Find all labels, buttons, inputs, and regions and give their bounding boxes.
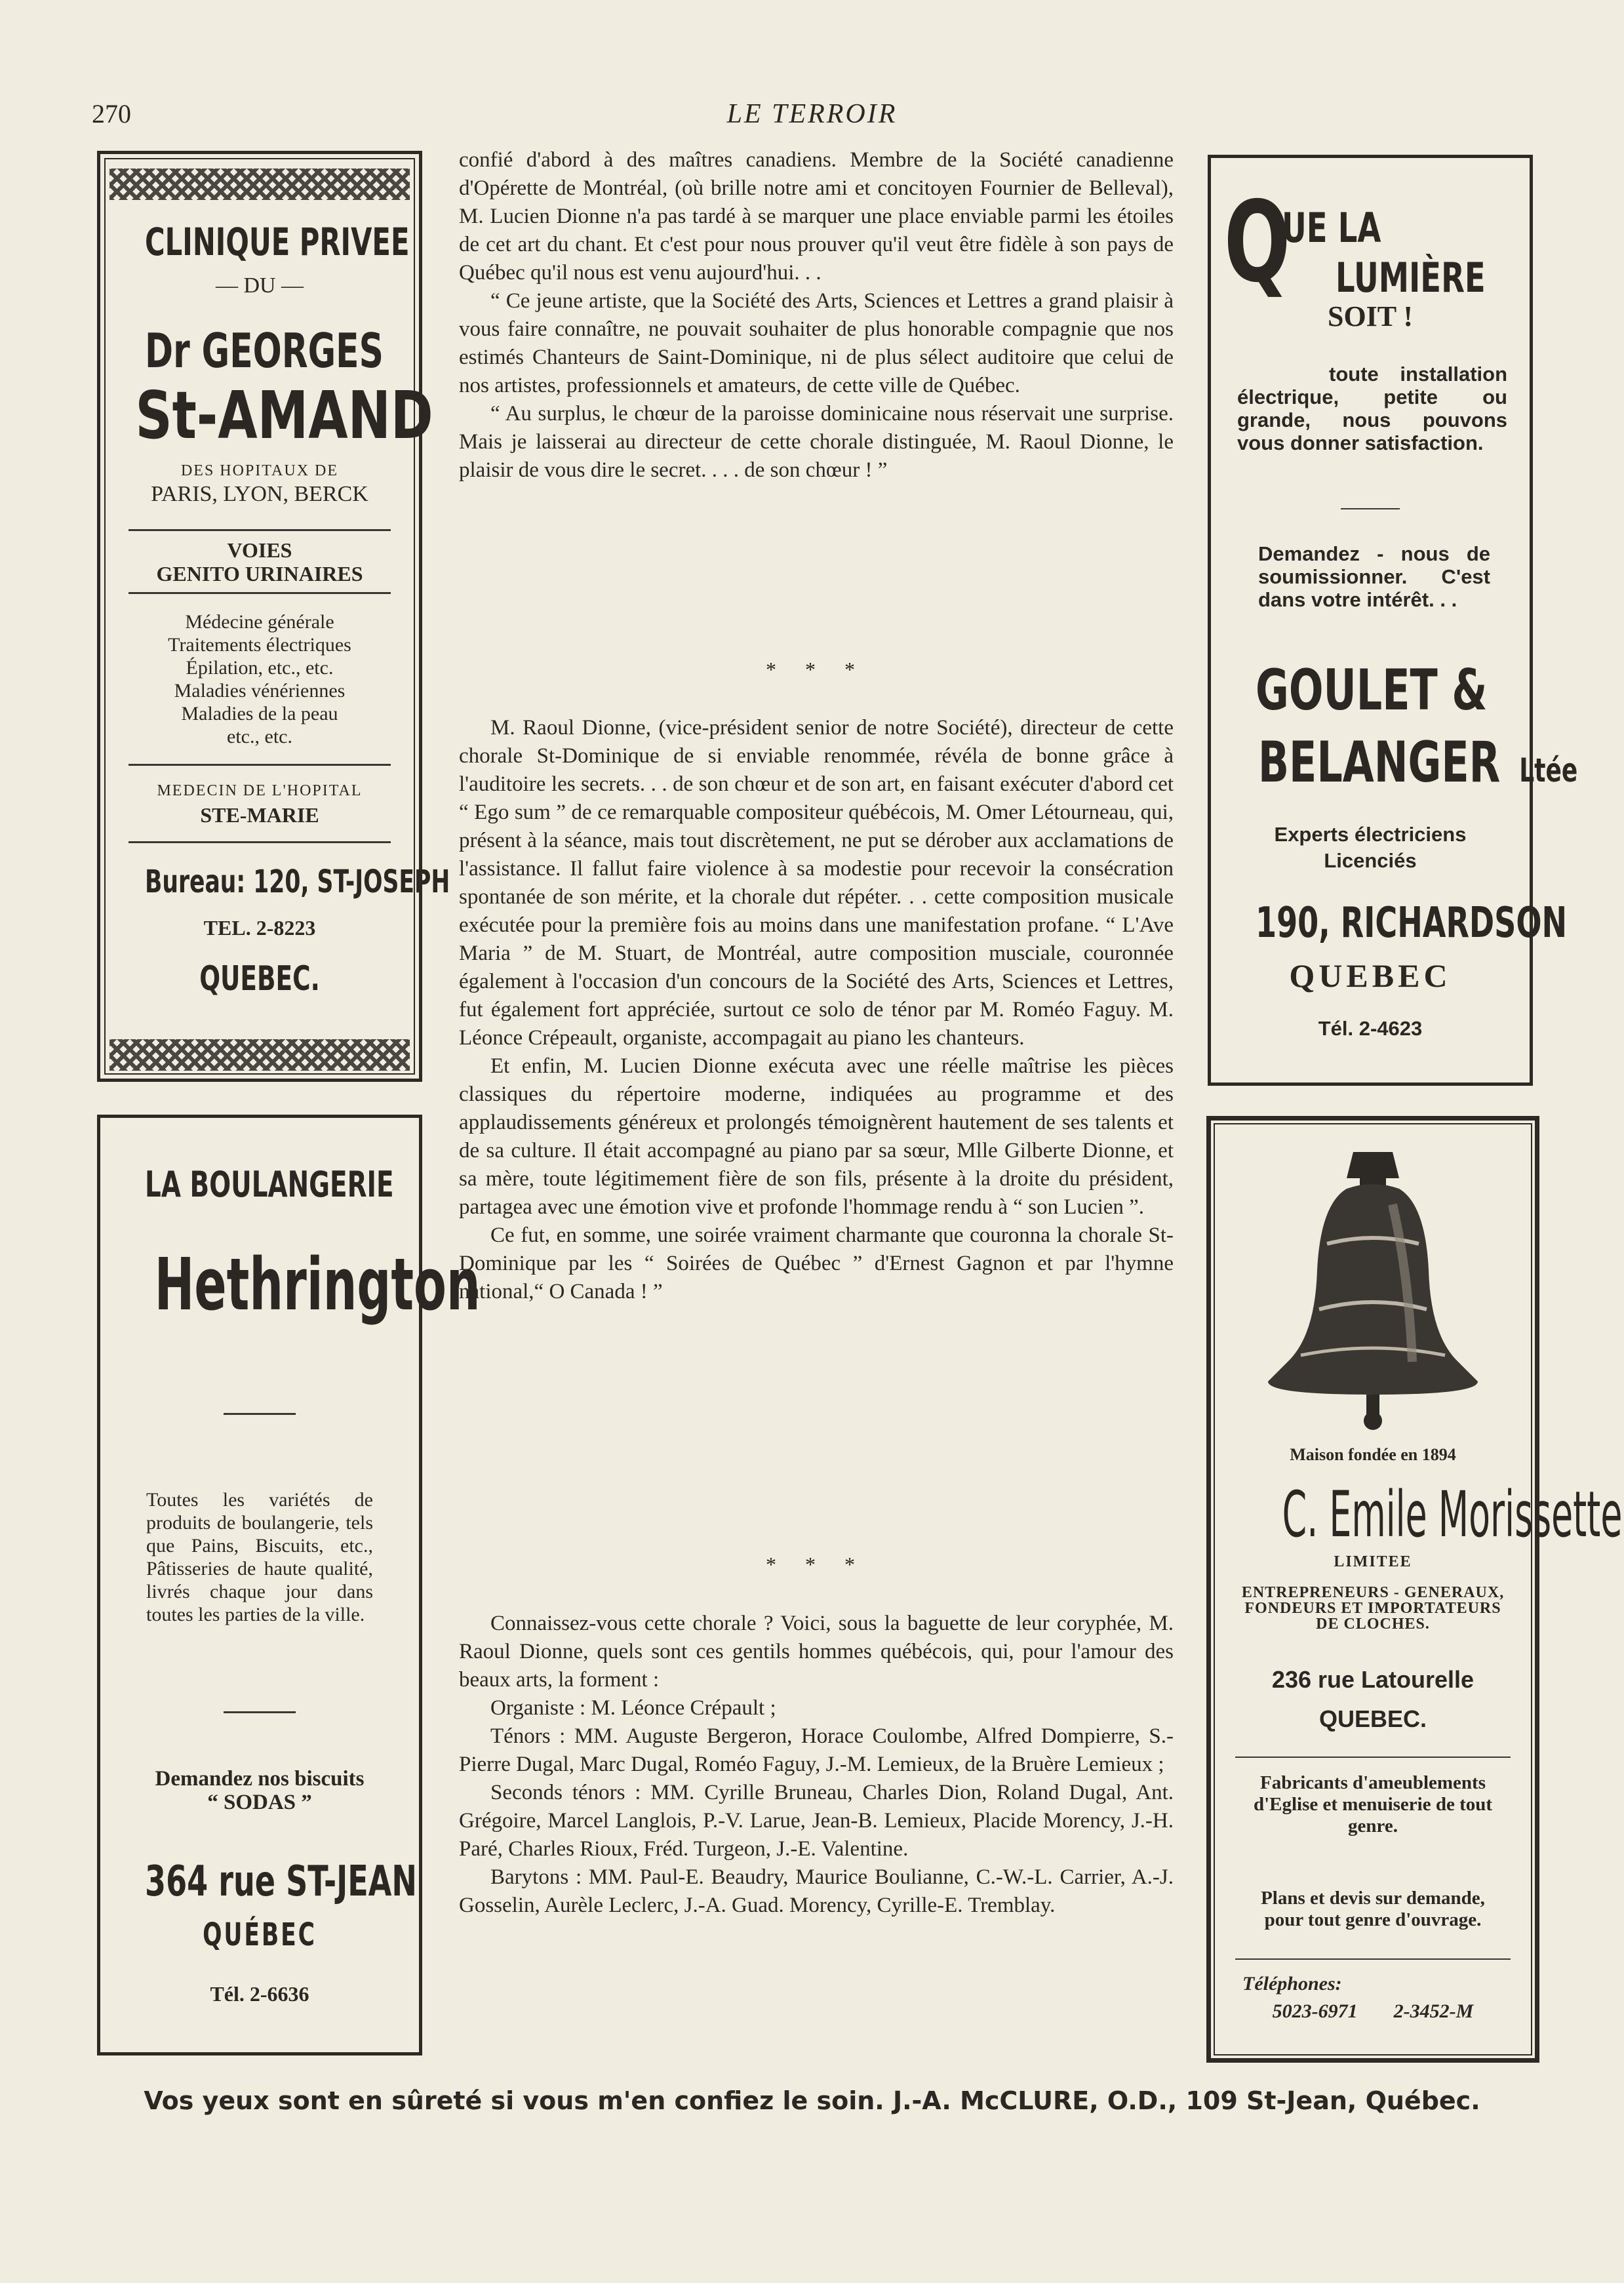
ad-goulet-belanger xyxy=(1208,155,1578,1086)
article-paragraph: “ Au surplus, le chœur de la paroisse dominicaine nous réservait une surprise. Mais je laisserai au directeur de cette chorale distinguée, M. Raoul Dionne, le plaisir de vous dire le secret. . . . de son chœur ! ” xyxy=(459,402,1174,482)
clinique-bureau: Bureau: 120, ST-JOSEPH xyxy=(145,864,450,900)
specialty-line1: VOIES xyxy=(227,538,292,562)
boulangerie-tel: Tél. 2-6636 xyxy=(210,1982,309,2006)
goulet-tagline1: Experts électriciens xyxy=(1274,823,1467,846)
goulet-address: 190, RICHARDSON xyxy=(1256,899,1568,947)
headline-line2: LUMIÈRE xyxy=(1336,254,1486,302)
hospitals-label: DES HOPITAUX DE xyxy=(180,462,339,479)
running-title: LE TERROIR xyxy=(726,99,898,129)
ad-boulangerie-hethrington xyxy=(97,1115,481,2055)
divider xyxy=(224,1413,296,1415)
divider xyxy=(224,1711,296,1713)
goulet-body: toute installation électrique, petite ou grande, nous pouvons vous donner satisfaction. xyxy=(1237,363,1507,454)
boulangerie-address: 364 rue ST-JEAN xyxy=(145,1857,417,1906)
boulangerie-cta-line2: “ SODAS ” xyxy=(207,1791,312,1814)
clinique-tel: TEL. 2-8223 xyxy=(203,916,316,940)
divider xyxy=(129,841,391,843)
divider xyxy=(129,529,391,531)
service-item: Maladies de la peau xyxy=(181,703,338,725)
section-separator: * * * xyxy=(766,658,867,681)
morissette-phones-label: Téléphones: xyxy=(1242,1973,1342,1995)
boulangerie-name: Hethrington xyxy=(154,1242,481,1326)
article-part-1 xyxy=(459,146,1174,485)
article-paragraph: Connaissez-vous cette chorale ? Voici, sous la baguette de leur coryphée, M. Raoul Dionne, quels sont ces gentils hommes québécois, qui, pour l'amour des beaux arts, la forment : xyxy=(459,1612,1174,1692)
morissette-address: 236 rue Latourelle xyxy=(1271,1666,1475,1693)
morissette-limitee: LIMITEE xyxy=(1334,1553,1412,1570)
headline-line1: UE LA xyxy=(1282,204,1381,252)
service-item: Traitements électriques xyxy=(168,634,351,656)
morissette-founded: Maison fondée en 1894 xyxy=(1290,1445,1456,1464)
goulet-cta: Demandez - nous de soumissionner. C'est dans votre intérêt. . . xyxy=(1258,542,1490,611)
ad-emile-morissette xyxy=(1206,1116,1623,2063)
boulangerie-city: QUÉBEC xyxy=(203,1916,317,1953)
ad-clinique-privee xyxy=(97,151,450,1082)
article-part-3 xyxy=(459,1610,1174,1920)
divider xyxy=(129,592,391,594)
hospital-role: MEDECIN DE L'HOPITAL xyxy=(157,782,363,799)
divider xyxy=(1235,1958,1511,1960)
ornament-border-top xyxy=(109,169,410,200)
goulet-company-suffix: Ltée xyxy=(1519,751,1578,789)
morissette-city: QUEBEC. xyxy=(1318,1705,1427,1732)
doctor-name-line1: Dr GEORGES xyxy=(145,323,384,378)
service-item: Médecine générale xyxy=(185,611,334,633)
boulangerie-cta-line1: Demandez nos biscuits xyxy=(155,1767,365,1791)
divider xyxy=(129,764,391,766)
ornament-border-bottom xyxy=(109,1039,410,1071)
specialty-line2: GENITO URINAIRES xyxy=(156,562,363,586)
morissette-company: C. Emile Morissette xyxy=(1282,1478,1623,1551)
morissette-trades: ENTREPRENEURS - GENERAUX, FONDEURS ET IMPORTATEURS DE CLOCHES. xyxy=(1241,1584,1505,1633)
divider xyxy=(1235,1757,1511,1758)
goulet-tagline2: Licenciés xyxy=(1324,849,1417,872)
page-number: 270 xyxy=(92,99,131,129)
bell-icon xyxy=(1261,1145,1484,1434)
section-separator: * * * xyxy=(766,1553,867,1576)
article-paragraph: Ténors : MM. Auguste Bergeron, Horace Coulombe, Alfred Dompierre, S.-Pierre Dugal, Marc Dugal, Roméo Faguy, J.-M. Lemieux, de la Bruère Lemieux ; xyxy=(459,1724,1174,1776)
article-paragraph: Ce fut, en somme, une soirée vraiment charmante que couronna la chorale St-Dominique par les “ Soirées de Québec ” d'Ernest Gagnon et par l'hymne national,“ O Canada ! ” xyxy=(459,1223,1174,1303)
goulet-tel: Tél. 2-4623 xyxy=(1318,1017,1423,1040)
article-paragraph: M. Raoul Dionne, (vice-président senior de notre Société), directeur de cette chorale St-Dominique de si enviable renommée, révéla de bonne grâce à l'auditoire les secrets. . . de son chœur et de son art, en faisant exécuter d'abord cet “ Ego sum ” de ce remarquable compositeur québécois, M. Omer Létourneau, qui, présent à la séance, mais tout discrètement, ne put se dérober aux acclamations de l'assistance. Il fallut faire violence à sa modestie pour recevoir la consécration spontanée de son mérite, et la chorale dut répéter. . . cette composition musicale exécutée pour la première fois au moins dans une manifestation profane. “ L'Ave Maria ” de M. Stuart, de Montréal, autre composition musciale, couronnée également à l'occasion d'un concours de la Société des Arts, Sciences et Lettres, fut également fort appréciée, surtout ce solo de ténor par M. Roméo Faguy. M. Léonce Crépeault, organiste, accompagait au piano les chanteurs. xyxy=(459,716,1174,1050)
divider xyxy=(1341,508,1400,509)
morissette-phone-2: 2-3452-M xyxy=(1393,2000,1474,2022)
morissette-products: Fabricants d'ameublements d'Eglise et menuiserie de tout genre. xyxy=(1253,1772,1493,1836)
hospital-name: STE-MARIE xyxy=(200,803,319,827)
morissette-plans: Plans et devis sur demande, pour tout genre d'ouvrage. xyxy=(1261,1888,1485,1930)
article-paragraph: “ Ce jeune artiste, que la Société des Arts, Sciences et Lettres a grand plaisir à vous faire connaître, ne pouvait souhaiter de plus honorable compagnie que nos estimés Chanteurs de Saint-Dominique, ni de plus sélect auditoire que celui de nos artistes, professionnels et amateurs, de cette ville de Québec. xyxy=(459,289,1174,397)
goulet-city: QUEBEC xyxy=(1289,957,1452,994)
service-item: Maladies vénériennes xyxy=(174,680,346,702)
clinique-title: CLINIQUE PRIVEE xyxy=(145,220,410,264)
goulet-company-line2: BELANGER xyxy=(1258,730,1501,795)
headline-line3: SOIT ! xyxy=(1327,300,1414,332)
clinique-city: QUEBEC. xyxy=(199,959,320,999)
clinique-du: — DU — xyxy=(215,273,304,298)
article-part-2 xyxy=(459,714,1174,1306)
bell-illustration xyxy=(1211,1145,1535,1434)
article-paragraph: Barytons : MM. Paul-E. Beaudry, Maurice Boulianne, C.-W.-L. Carrier, A.-J. Gosselin, Aurèle Leclerc, J.-A. Guad. Morency, Cyrille-E. Tremblay. xyxy=(459,1865,1174,1917)
article-paragraph: Organiste : M. Léonce Crépault ; xyxy=(490,1696,776,1720)
headline-initial: Q xyxy=(1224,178,1291,308)
goulet-company-line1: GOULET & xyxy=(1256,658,1488,723)
services-list xyxy=(100,610,419,748)
morissette-phone-1: 5023-6971 xyxy=(1272,2000,1358,2022)
boulangerie-description: Toutes les variétés de produits de boulangerie, tels que Pains, Biscuits, etc., Pâtisseries de haute qualité, livrés chaque jour dans toutes les parties de la ville. xyxy=(146,1489,373,1625)
doctor-name-line2: St-AMAND xyxy=(135,377,433,454)
service-item: etc., etc. xyxy=(227,726,292,747)
article-paragraph: Et enfin, M. Lucien Dionne exécuta avec une réelle maîtrise les pièces classiques du répertoire moderne, indiquées au programme et des applaudissements généreux et prolongés témoignèrent hautement de ses talents et de sa culture. Il était accompagné au piano par sa sœur, Mlle Gilberte Dionne, et sa mère, toute légitimement fière de son fils, présente à la droite du président, partagea avec une émotion vive et profonde l'hommage rendu à “ son Lucien ”. xyxy=(459,1054,1174,1219)
boulangerie-title: LA BOULANGERIE xyxy=(145,1164,394,1205)
article-paragraph: confié d'abord à des maîtres canadiens. Membre de la Société canadienne d'Opérette de Montréal, (où brille notre ami et concitoyen Fournier de Belleval), M. Lucien Dionne n'a pas tardé à se marquer une place enviable parmi les étoiles de cet art du chant. Et c'est pour nous prouver qu'il veut être fidèle à son pays de Québec qu'il nous est venu aujourd'hui. . . xyxy=(459,148,1174,285)
service-item: Épilation, etc., etc. xyxy=(186,657,334,679)
hospitals-cities: PARIS, LYON, BERCK xyxy=(151,482,368,506)
article-paragraph: Seconds ténors : MM. Cyrille Bruneau, Charles Dion, Roland Dugal, Ant. Grégoire, Marcel Langlois, P.-V. Larue, Jean-B. Lemieux, Placide Morency, J.-H. Paré, Charles Rioux, Fréd. Turgeon, J.-E. Valentine. xyxy=(459,1781,1174,1861)
footer-advertisement: Vos yeux sont en sûreté si vous m'en confiez le soin. J.-A. McCLURE, O.D., 109 St-Jean, Québec. xyxy=(144,2086,1480,2115)
